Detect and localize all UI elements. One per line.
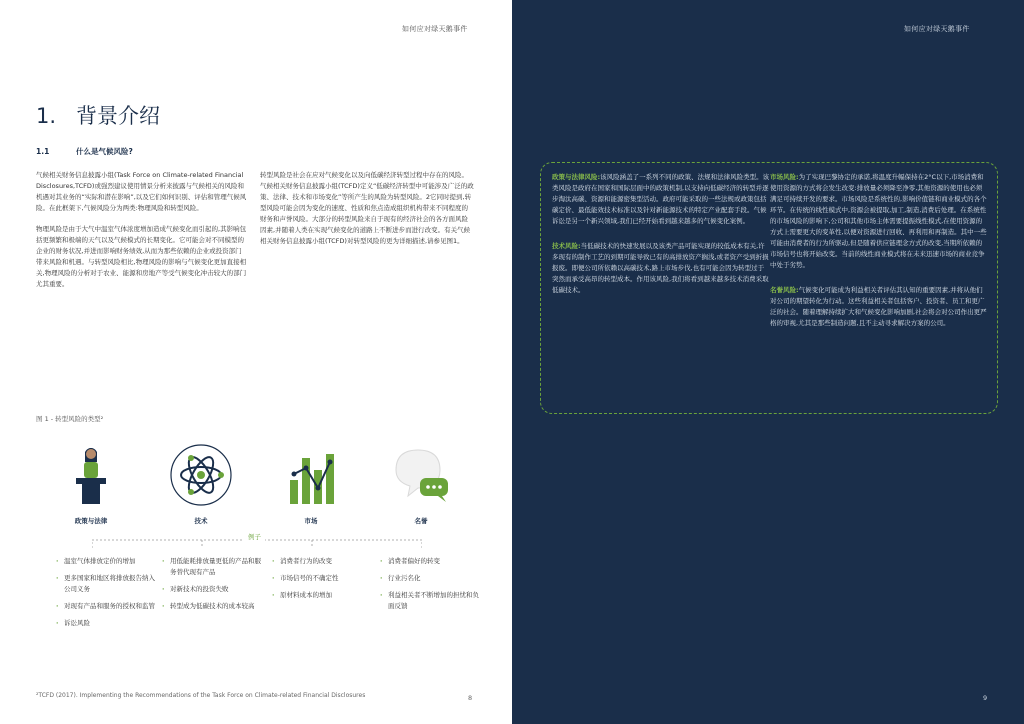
speaker-podium-icon: [56, 440, 126, 510]
risk-keyword: 市场风险:: [770, 173, 799, 181]
list-item: · 转型成为低碳技术的成本较高: [162, 601, 262, 612]
list-item: · 更多国家和地区将排放报告纳入公司义务: [56, 573, 156, 595]
category-policy-legal: [36, 440, 146, 525]
paragraph: 气候相关财务信息披露小组(Task Force on Climate-related Financial Disclosures,TCFD)或强烈建议使用情景分析来披露与气候相关的风险和机遇对其业务的“实际和潜在影响”,以及它们如何识别、评估和管理气候风险。在此框架下,气候风险分为两类:物理风险和转型风险。: [36, 171, 247, 212]
page-number-left: 8: [468, 694, 473, 702]
paragraph: 物理风险是由于大气中温室气体浓度增加造成气候变化而引起的,其影响包括更频繁和极端的天气以及气候模式的长期变化。它可能会对不同模型的企业的财务状况,并进而影响财务绩效,从而为那些依赖的企业或投资部门带来风险和机遇。与转型风险相比,物理风险的影响与气候变化更加直接相关,物理风险的分析对于农业、能源和房地产等受气候变化冲击较大的部门尤其重要。: [36, 225, 247, 288]
category-label: 政策与法律: [74, 517, 108, 525]
paragraph: 转型风险是社会在应对气候变化以及向低碳经济转型过程中存在的风险。气候相关财务信息披露小组(TCFD)定义“低碳经济转型中可能涉及广泛的政策、法律、技术和市场变化”等所产生的风险为转型风险。2它同时提到,转型风险可能会因为变化的速度、性质和焦点造成组织机构带来不同程度的财务和声誉风险。大部分的转型风险来自于现有的经济社会的各方面风险因素,并随着人类在实现气候变化的道路上不断进步而进行改变。有关气候相关财务信息披露小组(TCFD)对转型风险的更为详细描述,请参见图1。: [260, 171, 474, 245]
category-technology: [146, 440, 256, 525]
right-column-2: [770, 172, 988, 343]
list-item: · 对新技术的投资失败: [162, 584, 262, 595]
section-title-text: 背景介绍: [76, 104, 160, 128]
list-item: · 消费者行为的改变: [272, 556, 372, 567]
list-item: · 行业污名化: [380, 573, 480, 584]
risk-list-policy: [56, 556, 156, 635]
list-item: · 对现有产品和服务的授权和监管: [56, 601, 156, 612]
category-label: 市场: [304, 517, 318, 525]
footnote: ²TCFD (2017). Implementing the Recommendations of the Task Force on Climate-related Financial Disclosures: [36, 692, 366, 699]
body-column-1: [36, 170, 248, 300]
category-label: 技术: [194, 517, 208, 525]
body-column-2: [260, 170, 474, 257]
atom-icon: [166, 440, 236, 510]
list-item: · 用低能耗排放量更低的产品和服务替代现有产品: [162, 556, 262, 578]
list-item: · 温室气体排放定价的增加: [56, 556, 156, 567]
section-number: 1.: [36, 104, 57, 128]
running-head-left: 如何应对绿天鹅事件: [402, 25, 468, 33]
risk-text: 当低碳技术的快速发展以及该类产品可能实现的较低成本有关,许多现有的制作工艺的到期可能导致已有的高排放资产搁浅,或者资产受到折损报废。即便公司所依赖以高碳技术,路上市场步伐,也有可能会因为转型过于突然而承受高昂的转型成本。作用该风险,我们将看到越来越多技术消费采取低碳技术。: [552, 242, 769, 294]
list-item: · 原材料成本的增加: [272, 590, 372, 601]
risk-paragraph: [770, 172, 988, 271]
figure-caption: 图 1 - 转型风险的类型²: [36, 415, 104, 423]
running-head-right: 如何应对绿天鹅事件: [904, 25, 970, 33]
speech-bubble-icon: [386, 440, 456, 510]
list-item: · 消费者偏好的转变: [380, 556, 480, 567]
risk-text: 该风险涵盖了一系列不同的政策、法规和法律风险类型。该类风险是政府在国家和国际层面中的政策机制,以支持向低碳经济的转型并逐步淘汰高碳、资源和能源密集型活动。政府可能采取的一些法规或政策包括碳定价、最低能效技术标准以及针对新能源技术的特定产业配套手段。气候诉讼是另一个新兴领域,我们已经开始看到越来越多的气候变化案例。: [552, 173, 770, 225]
risk-paragraph: [552, 172, 770, 227]
risk-keyword: 技术风险:: [552, 242, 581, 250]
bar-chart-icon: [276, 440, 346, 510]
category-reputation: [366, 440, 476, 525]
risk-list-market: [272, 556, 372, 607]
risk-keyword: 名誉风险:: [770, 286, 799, 294]
risk-paragraph: [770, 285, 988, 329]
page-number-right: 9: [983, 694, 988, 702]
subsection-title-text: 什么是气候风险?: [76, 147, 133, 156]
risk-text: 气候变化可能成为利益相关者评估其认知的重要因素,并将从他们对公司的期望转化为行动。这些利益相关者包括客户、投资者、员工和更广泛的社会。随着理解持续扩大和气候变化影响加剧,社会将会对公司作出更严格的审视,尤其是那些制造问题,且不主动寻求解决方案的公司。: [770, 286, 987, 327]
section-title: [36, 100, 160, 130]
list-item: · 市场信号的不确定性: [272, 573, 372, 584]
right-page: [512, 0, 1024, 724]
risk-keyword: 政策与法律风险:: [552, 173, 601, 181]
category-label: 名誉: [414, 517, 428, 525]
example-label: 例子: [244, 532, 265, 541]
subsection-title: [36, 146, 133, 157]
subsection-number: 1.1: [36, 147, 50, 156]
list-item: · 利益相关者不断增加的担忧和负面反馈: [380, 590, 480, 612]
right-column-1: [552, 172, 770, 310]
risk-list-technology: [162, 556, 262, 618]
risk-text: 为了实现巴黎协定的承诺,将温度升幅保持在2°C以下,市场消费和使用资源的方式将会发生改变:排放量必须降至净零,其他资源的使用也必须满足可持续开发的要求。市场风险是系统性的,影响价值链和商业模式的各个环节。在传统的线性模式中,资源会被提取,加工,制造,消费后处理。在系统性的市场风险的影响下,公司和其他市场主体需要提振线性模式,在使用资源的方式上需要更大的变革性,以便对资源进行回收、再利用和再制造。其中一些可能由消费者的行为所驱动,但是随着供应链理念方式的改变,当期所依赖的市场信号也将开始改变。当前的线性商业模式将在未来迅速市场的商业竞争中处于劣势。: [770, 173, 987, 269]
category-market: [256, 440, 366, 525]
list-item: · 诉讼风险: [56, 618, 156, 629]
risk-paragraph: [552, 241, 770, 296]
risk-list-reputation: [380, 556, 480, 618]
